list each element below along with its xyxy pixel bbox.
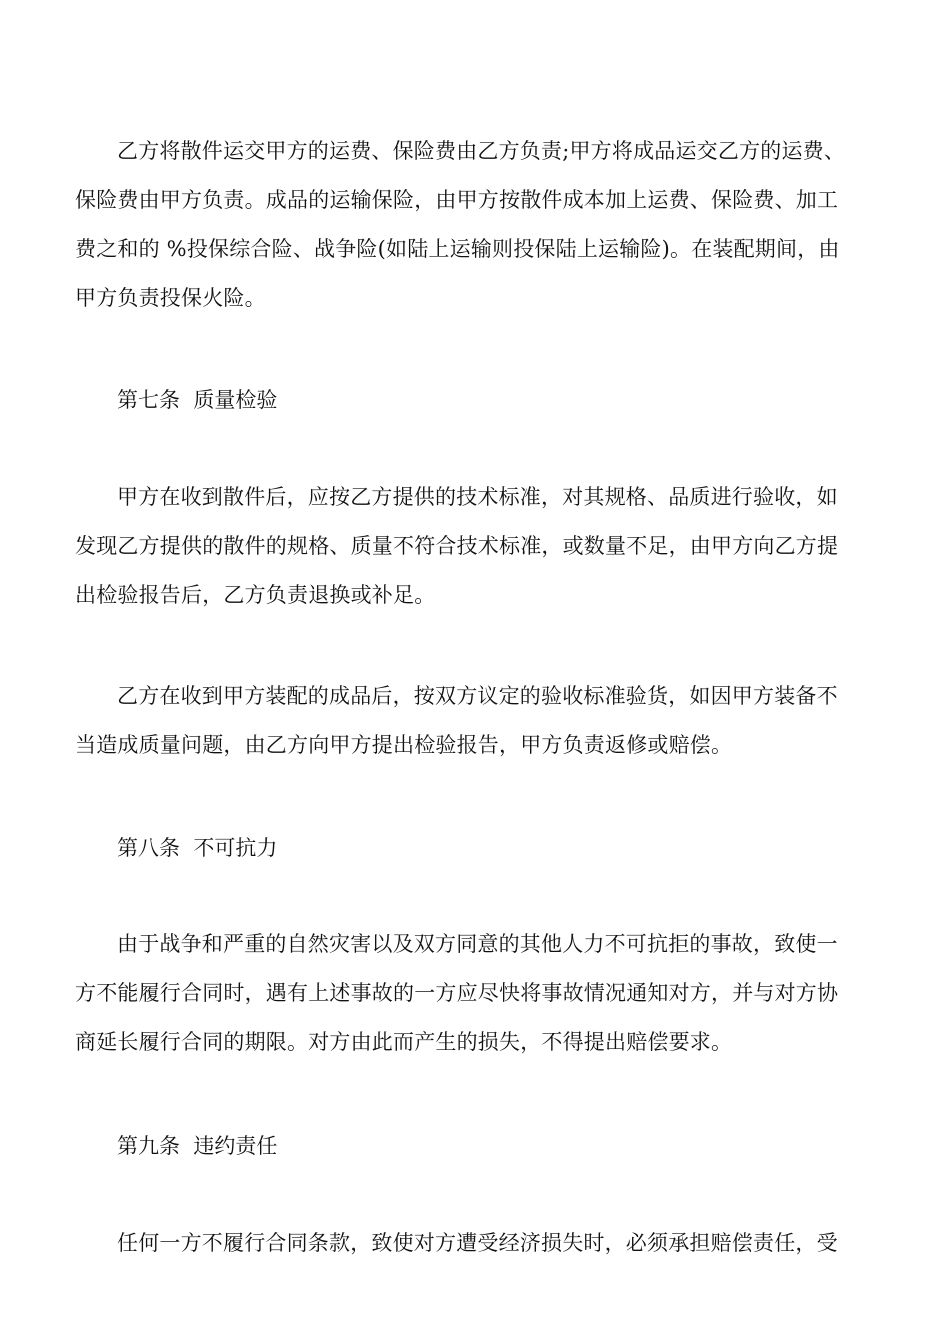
paragraph-liability <box>75 1219 885 1268</box>
paragraph-shipping-insurance <box>75 127 885 323</box>
section-heading-quality-inspection: 第七条 质量检验 <box>117 388 278 412</box>
text-line: 乙方将散件运交甲方的运费、保险费由乙方负责;甲方将成品运交乙方的运费、 <box>117 139 846 163</box>
paragraph-force-majeure <box>75 920 885 1067</box>
section-heading-force-majeure: 第八条 不可抗力 <box>117 836 278 860</box>
text-line: 乙方在收到甲方装配的成品后，按双方议定的验收标准验货，如因甲方装备不 <box>117 684 838 708</box>
paragraph-parts-inspection <box>75 473 885 620</box>
paragraph-product-inspection <box>75 672 885 770</box>
text-line: 保险费由甲方负责。成品的运输保险，由甲方按散件成本加上运费、保险费、加工 <box>75 188 839 212</box>
section-heading-liability: 第九条 违约责任 <box>117 1134 278 1158</box>
text-line: 甲方在收到散件后，应按乙方提供的技术标准，对其规格、品质进行验收，如 <box>117 485 838 509</box>
text-line: 商延长履行合同的期限。对方由此而产生的损失，不得提出赔偿要求。 <box>75 1030 733 1054</box>
text-line: 费之和的 %投保综合险、战争险(如陆上运输则投保陆上运输险)。在装配期间，由 <box>75 237 840 261</box>
text-line: 方不能履行合同时，遇有上述事故的一方应尽快将事故情况通知对方，并与对方协 <box>75 981 839 1005</box>
text-line: 甲方负责投保火险。 <box>75 286 266 310</box>
text-line: 由于战争和严重的自然灾害以及双方同意的其他人力不可抗拒的事故，致使一 <box>117 932 838 956</box>
text-line: 发现乙方提供的散件的规格、质量不符合技术标准，或数量不足，由甲方向乙方提 <box>75 534 839 558</box>
text-line: 出检验报告后，乙方负责退换或补足。 <box>75 583 436 607</box>
text-line: 任何一方不履行合同条款，致使对方遭受经济损失时，必须承担赔偿责任，受 <box>117 1231 838 1255</box>
text-line: 当造成质量问题，由乙方向甲方提出检验报告，甲方负责返修或赔偿。 <box>75 733 733 757</box>
